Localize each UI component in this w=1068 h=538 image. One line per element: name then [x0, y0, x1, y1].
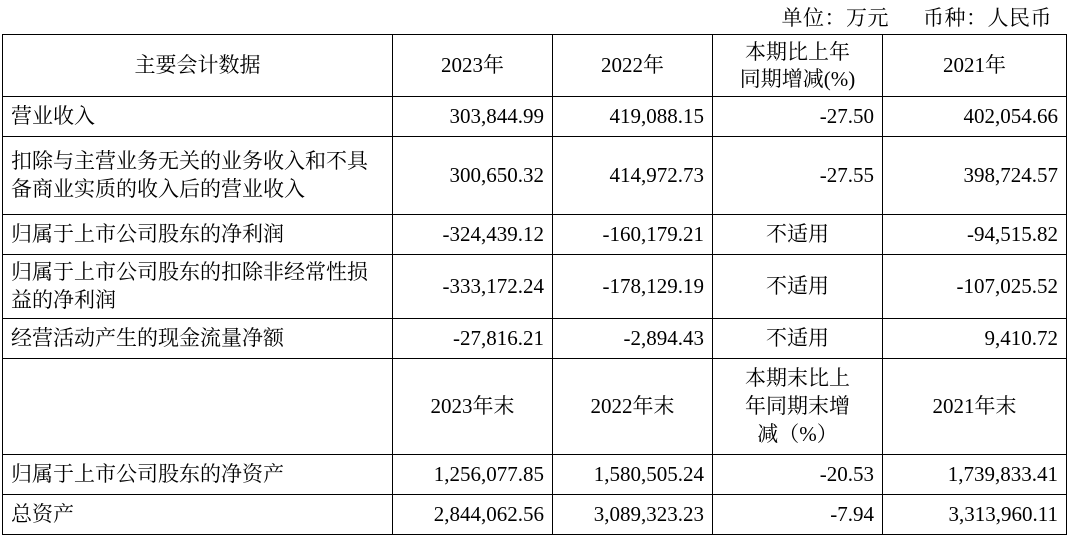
header-cell-change-pct [713, 35, 883, 97]
row-label: 归属于上市公司股东的净资产 [3, 455, 393, 495]
row-value-2022: -2,894.43 [553, 319, 713, 359]
row-value-2023: -333,172.24 [393, 255, 553, 319]
row-value-2022: -160,179.21 [553, 215, 713, 255]
row-label: 营业收入 [3, 97, 393, 137]
row-value-change: 不适用 [713, 319, 883, 359]
unit-label: 单位：万元 [781, 6, 889, 30]
row-value-2023: 303,844.99 [393, 97, 553, 137]
row-label: 归属于上市公司股东的净利润 [3, 215, 393, 255]
header-change-line1: 本期比上年 [745, 40, 850, 65]
header-change-line2: 同期增减(%) [739, 66, 856, 91]
row-label: 归属于上市公司股东的扣除非经常性损益的净利润 [3, 255, 393, 319]
row-value-change: -27.50 [713, 97, 883, 137]
row-value-2022-end: 3,089,323.23 [553, 495, 713, 535]
section-header-2022-end: 2022年末 [553, 359, 713, 455]
row-value-2021: -107,025.52 [883, 255, 1067, 319]
row-value-2023-end: 2,844,062.56 [393, 495, 553, 535]
header-cell-2023: 2023年 [393, 35, 553, 97]
row-value-2023: 300,650.32 [393, 137, 553, 215]
row-value-change: -20.53 [713, 455, 883, 495]
row-label: 经营活动产生的现金流量净额 [3, 319, 393, 359]
row-value-change: -7.94 [713, 495, 883, 535]
row-value-2023: -27,816.21 [393, 319, 553, 359]
main-financial-table [2, 34, 1067, 535]
row-value-2021-end: 3,313,960.11 [883, 495, 1067, 535]
table-row [3, 455, 1067, 495]
row-value-change: 不适用 [713, 215, 883, 255]
header-cell-label: 主要会计数据 [3, 35, 393, 97]
section-change-line2: 年同期末增 [745, 394, 850, 419]
table-row [3, 319, 1067, 359]
row-value-2023-end: 1,256,077.85 [393, 455, 553, 495]
row-label: 扣除与主营业务无关的业务收入和不具备商业实质的收入后的营业收入 [3, 137, 393, 215]
section-change-line3: 减（%） [757, 421, 838, 446]
table-header-row [3, 35, 1067, 97]
section-change-line1: 本期末比上 [745, 366, 850, 391]
row-value-change: 不适用 [713, 255, 883, 319]
row-value-2021: 9,410.72 [883, 319, 1067, 359]
row-value-change: -27.55 [713, 137, 883, 215]
row-value-2022-end: 1,580,505.24 [553, 455, 713, 495]
row-value-2023: -324,439.12 [393, 215, 553, 255]
section-empty-label [3, 359, 393, 455]
row-value-2021: -94,515.82 [883, 215, 1067, 255]
row-label: 总资产 [3, 495, 393, 535]
table-row [3, 255, 1067, 319]
section-header-2021-end: 2021年末 [883, 359, 1067, 455]
table-row [3, 97, 1067, 137]
header-cell-2022: 2022年 [553, 35, 713, 97]
row-value-2021-end: 1,739,833.41 [883, 455, 1067, 495]
row-value-2021: 402,054.66 [883, 97, 1067, 137]
table-row [3, 215, 1067, 255]
table-section-header-row [3, 359, 1067, 455]
row-value-2022: 419,088.15 [553, 97, 713, 137]
row-value-2022: -178,129.19 [553, 255, 713, 319]
row-value-2022: 414,972.73 [553, 137, 713, 215]
table-row [3, 495, 1067, 535]
currency-label: 币种：人民币 [923, 6, 1052, 30]
section-header-2023-end: 2023年末 [393, 359, 553, 455]
unit-note-line [0, 0, 1068, 34]
row-value-2021: 398,724.57 [883, 137, 1067, 215]
header-cell-2021: 2021年 [883, 35, 1067, 97]
table-row [3, 137, 1067, 215]
section-header-change-pct [713, 359, 883, 455]
